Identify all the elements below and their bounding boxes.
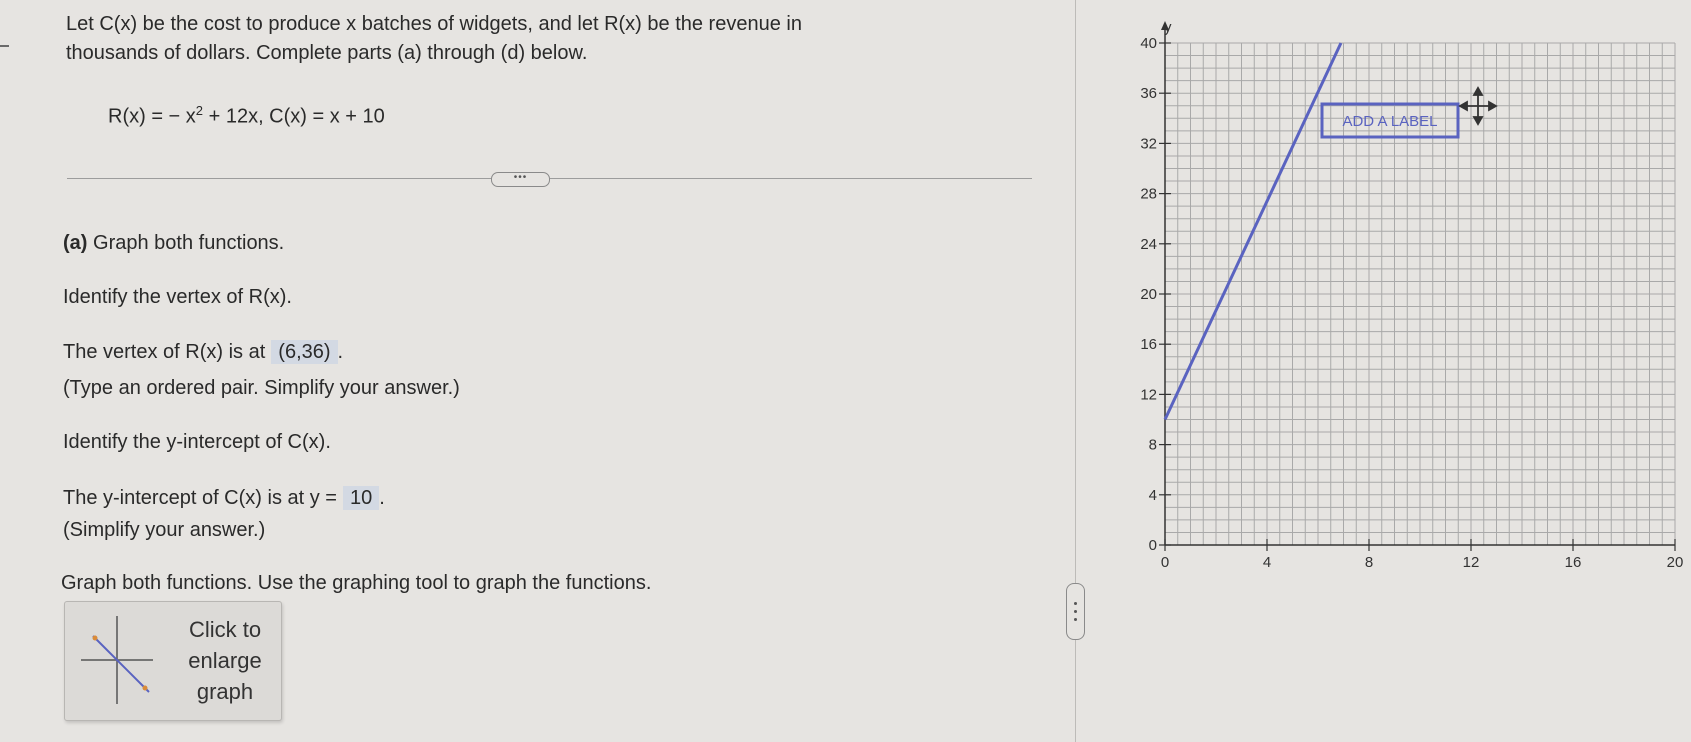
x-tick-label: 4	[1262, 554, 1272, 571]
problem-intro-line1: Let C(x) be the cost to produce x batches of widgets, and let R(x) be the revenue in	[66, 13, 802, 35]
function-formula: R(x) = − $x^2 + 12x$, C(x) = x + 10	[108, 103, 385, 128]
enlarge-graph-label: Click to enlarge graph	[188, 617, 262, 704]
x-tick-label: 16	[1564, 554, 1582, 571]
graph-thumbnail-icon	[79, 614, 155, 706]
y-tick-label: 36	[1140, 85, 1157, 103]
y-tick-label: 4	[1148, 486, 1157, 504]
part-a-heading: (a) Graph both functions.	[63, 232, 285, 254]
x-tick-label: 12	[1462, 554, 1480, 571]
problem-intro-line2: thousands of dollars. Complete parts (a) through (d) below.	[66, 42, 588, 64]
expand-problem-button[interactable]: •••	[491, 172, 550, 187]
graph-area[interactable]	[1100, 10, 1691, 600]
panel-resize-handle[interactable]	[1066, 583, 1085, 640]
y-tick-label: 28	[1140, 185, 1157, 203]
intercept-question: Identify the y-intercept of C(x).	[63, 431, 331, 453]
x-tick-label: 8	[1364, 554, 1374, 571]
y-axis-ticks	[1140, 35, 1171, 554]
y-axis-label: y	[1164, 19, 1172, 36]
edge-marker	[0, 45, 9, 47]
vertex-hint: (Type an ordered pair. Simplify your answer.)	[63, 377, 460, 399]
vertex-question: Identify the vertex of R(x).	[63, 286, 292, 308]
intercept-hint: (Simplify your answer.)	[63, 519, 266, 541]
intercept-answer-line: The y-intercept of C(x) is at y = 10 .	[63, 487, 385, 509]
vertex-answer-field[interactable]: (6,36)	[271, 340, 337, 364]
svg-text:ADD A LABEL: ADD A LABEL	[1342, 113, 1438, 130]
y-tick-label: 20	[1140, 286, 1157, 303]
y-tick-label: 8	[1148, 436, 1157, 454]
x-tick-label: 20	[1666, 554, 1684, 571]
y-tick-label: 40	[1140, 35, 1157, 52]
y-tick-label: 32	[1140, 135, 1157, 153]
y-tick-label: 24	[1140, 235, 1157, 253]
y-tick-label: 16	[1140, 336, 1157, 354]
add-label-button[interactable]	[1322, 104, 1458, 137]
intercept-answer-field[interactable]: 10	[343, 486, 379, 510]
enlarge-graph-button[interactable]	[64, 601, 282, 721]
graph-axes	[1161, 21, 1675, 545]
x-tick-label: 0	[1160, 554, 1170, 571]
x-axis-ticks	[1161, 539, 1684, 571]
y-tick-label: 12	[1140, 386, 1157, 404]
graph-instruction: Graph both functions. Use the graphing tool to graph the functions.	[61, 572, 652, 594]
y-tick-label: 0	[1148, 537, 1157, 554]
vertex-answer-line: The vertex of R(x) is at (6,36) .	[63, 341, 344, 363]
